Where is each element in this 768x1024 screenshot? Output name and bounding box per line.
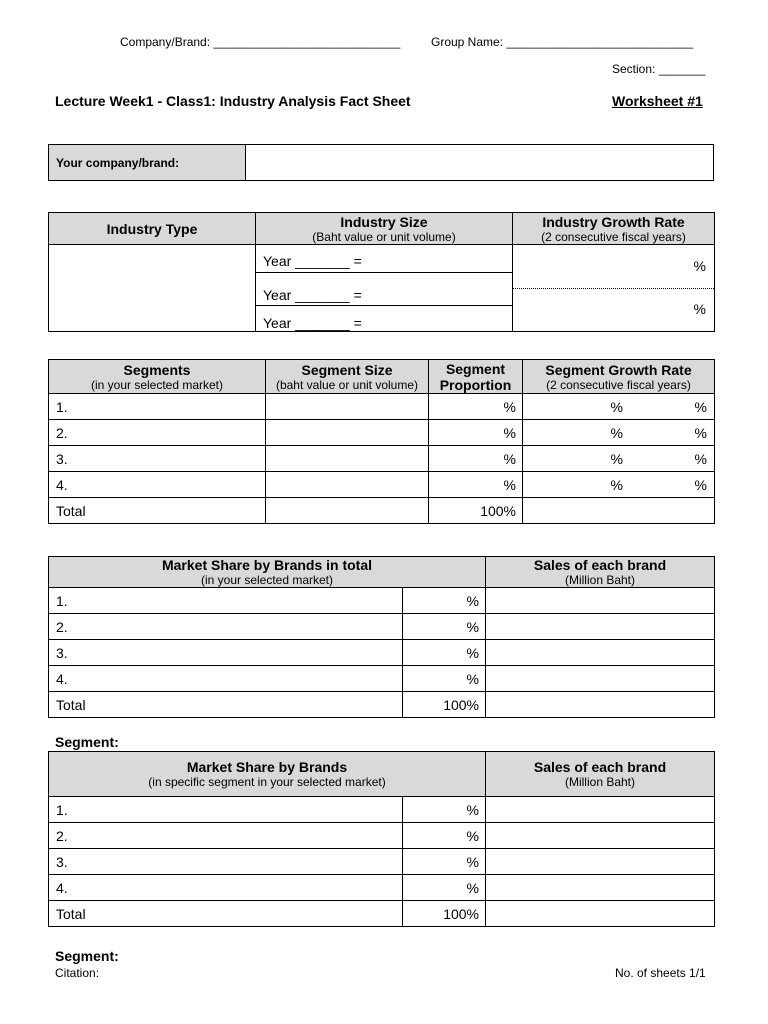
sales-cell[interactable] xyxy=(486,797,715,823)
growth-total[interactable] xyxy=(523,498,715,524)
segment-growth-header: Segment Growth Rate (2 consecutive fiscal years) xyxy=(523,360,715,394)
proportion-cell[interactable]: % xyxy=(429,472,523,498)
share-cell[interactable]: % xyxy=(403,588,486,614)
table-row xyxy=(49,588,715,614)
year-row[interactable]: Year _______ = xyxy=(256,245,512,273)
industry-table xyxy=(48,212,715,332)
section-field: Section: _______ xyxy=(612,62,706,76)
sales-header: Sales of each brand (Million Baht) xyxy=(486,752,715,797)
brand-cell[interactable]: 2. xyxy=(49,823,403,849)
row-label[interactable]: 2. xyxy=(49,420,266,446)
table-row xyxy=(49,640,715,666)
citation: Citation: xyxy=(55,966,100,980)
sheet-count: No. of sheets 1/1 xyxy=(615,966,706,980)
brand-cell[interactable]: 1. xyxy=(49,588,403,614)
industry-growth-cell xyxy=(513,245,715,332)
sales-header: Sales of each brand (Million Baht) xyxy=(486,557,715,588)
growth-pct[interactable]: % xyxy=(693,301,706,317)
proportion-cell[interactable]: % xyxy=(429,420,523,446)
industry-size-header: Industry Size (Baht value or unit volume) xyxy=(256,213,513,245)
segment-share-header: Market Share by Brands (in specific segment in your selected market) xyxy=(49,752,486,797)
brand-cell[interactable]: 4. xyxy=(49,875,403,901)
company-brand-field: Company/Brand: ____________________________ xyxy=(120,35,401,49)
segments-header: Segments (in your selected market) xyxy=(49,360,266,394)
share-cell[interactable]: % xyxy=(403,640,486,666)
page-title: Lecture Week1 - Class1: Industry Analysis Fact Sheet xyxy=(55,93,411,109)
industry-size-cell xyxy=(256,245,513,332)
total-row xyxy=(49,498,715,524)
group-name-field: Group Name: ____________________________ xyxy=(431,35,694,49)
brand-cell[interactable]: 2. xyxy=(49,614,403,640)
table-row xyxy=(49,849,715,875)
year-row[interactable]: Year _______ = xyxy=(263,315,362,331)
share-cell[interactable]: % xyxy=(403,823,486,849)
market-share-table xyxy=(48,556,715,718)
segment-label: Segment: xyxy=(55,948,119,964)
proportion-cell[interactable]: % xyxy=(429,394,523,420)
sales-total[interactable] xyxy=(486,901,715,927)
share-cell[interactable]: % xyxy=(403,666,486,692)
share-cell[interactable]: % xyxy=(403,875,486,901)
sales-cell[interactable] xyxy=(486,875,715,901)
total-row xyxy=(49,901,715,927)
table-row xyxy=(49,797,715,823)
sales-cell[interactable] xyxy=(486,640,715,666)
growth-cell[interactable]: % % xyxy=(523,420,715,446)
segment-size-cell[interactable] xyxy=(266,472,429,498)
brand-cell[interactable]: 4. xyxy=(49,666,403,692)
segment-size-header: Segment Size (baht value or unit volume) xyxy=(266,360,429,394)
row-label[interactable]: 4. xyxy=(49,472,266,498)
industry-type-cell[interactable] xyxy=(49,245,256,332)
industry-type-header: Industry Type xyxy=(49,213,256,245)
brand-cell[interactable]: 1. xyxy=(49,797,403,823)
year-row[interactable]: Year _______ = xyxy=(256,273,512,306)
segment-label: Segment: xyxy=(55,734,119,750)
table-row xyxy=(49,446,715,472)
total-row xyxy=(49,692,715,718)
worksheet-number: Worksheet #1 xyxy=(612,93,703,109)
share-cell[interactable]: % xyxy=(403,797,486,823)
sales-cell[interactable] xyxy=(486,849,715,875)
segment-size-total[interactable] xyxy=(266,498,429,524)
row-label[interactable]: 1. xyxy=(49,394,266,420)
segment-size-cell[interactable] xyxy=(266,420,429,446)
market-share-header: Market Share by Brands in total (in your selected market) xyxy=(49,557,486,588)
segment-size-cell[interactable] xyxy=(266,446,429,472)
segment-share-table xyxy=(48,751,715,927)
segments-table xyxy=(48,359,715,524)
growth-cell[interactable]: % % xyxy=(523,472,715,498)
sales-cell[interactable] xyxy=(486,666,715,692)
total-label: Total xyxy=(49,901,403,927)
table-row xyxy=(49,420,715,446)
row-label[interactable]: 3. xyxy=(49,446,266,472)
share-cell[interactable]: % xyxy=(403,849,486,875)
table-row xyxy=(49,666,715,692)
table-row xyxy=(49,823,715,849)
company-brand-box xyxy=(48,144,714,181)
company-brand-label: Your company/brand: xyxy=(49,145,246,181)
sales-cell[interactable] xyxy=(486,588,715,614)
growth-cell[interactable]: % % xyxy=(523,394,715,420)
sales-cell[interactable] xyxy=(486,614,715,640)
share-total: 100% xyxy=(403,692,486,718)
table-row xyxy=(49,394,715,420)
total-label: Total xyxy=(49,692,403,718)
industry-growth-header: Industry Growth Rate (2 consecutive fiscal years) xyxy=(513,213,715,245)
brand-cell[interactable]: 3. xyxy=(49,640,403,666)
table-row xyxy=(49,614,715,640)
growth-cell[interactable]: % % xyxy=(523,446,715,472)
table-row xyxy=(49,472,715,498)
share-cell[interactable]: % xyxy=(403,614,486,640)
growth-pct[interactable]: % xyxy=(513,245,714,289)
brand-cell[interactable]: 3. xyxy=(49,849,403,875)
proportion-total: 100% xyxy=(429,498,523,524)
total-label: Total xyxy=(49,498,266,524)
segment-proportion-header: Segment Proportion xyxy=(429,360,523,394)
proportion-cell[interactable]: % xyxy=(429,446,523,472)
table-row xyxy=(49,875,715,901)
sales-cell[interactable] xyxy=(486,823,715,849)
company-brand-input[interactable] xyxy=(246,145,714,181)
segment-size-cell[interactable] xyxy=(266,394,429,420)
sales-total[interactable] xyxy=(486,692,715,718)
share-total: 100% xyxy=(403,901,486,927)
